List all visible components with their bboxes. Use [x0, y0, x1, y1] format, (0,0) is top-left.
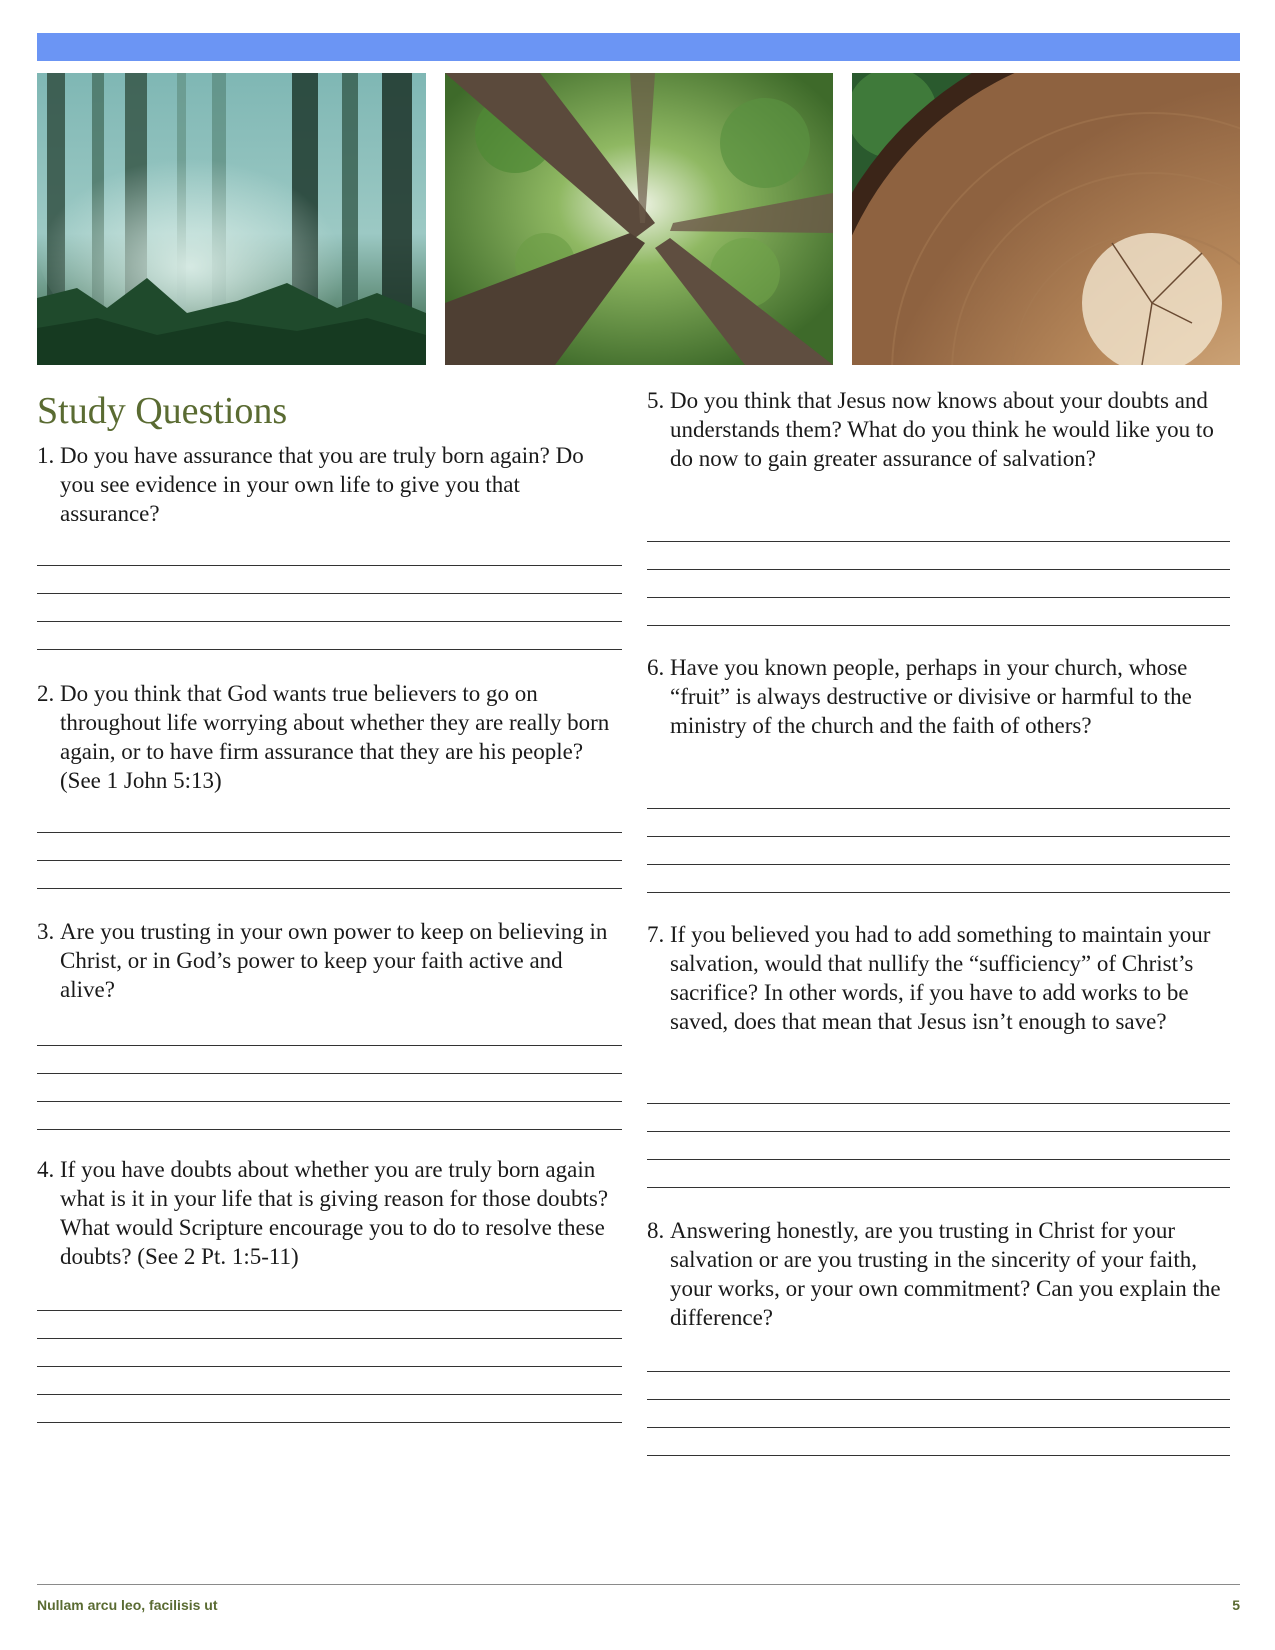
footer-title: Nullam arcu leo, facilisis ut [37, 1597, 218, 1613]
question-text: Do you think that God wants true believers to go on throughout life worrying about whether they are really born again, or to have firm assurance that they are his people? (See 1 John 5:13) [60, 681, 610, 793]
question-text: Answering honestly, are you trusting in Christ for your salvation or are you trusting in the sincerity of your faith, your works, or your own commitment? Can you explain the difference? [670, 1218, 1221, 1330]
question-text: Do you think that Jesus now knows about your doubts and understands them? What do you think he would like you to do now to gain greater assurance of salvation? [670, 388, 1214, 471]
question-text: If you have doubts about whether you are truly born again what is it in your life that is giving reason for those doubts? What would Scripture encourage you to do to resolve these doubts? (See 2 Pt. 1:5-11) [60, 1157, 609, 1269]
question-5 [647, 386, 1232, 473]
stump-photo [852, 73, 1240, 365]
question-7 [647, 920, 1237, 1036]
question-text: Do you have assurance that you are truly born again? Do you see evidence in your own life to give you that assurance? [60, 443, 584, 526]
question-text: Are you trusting in your own power to keep on believing in Christ, or in God’s power to keep your faith active and alive? [60, 919, 608, 1002]
footer-divider [37, 1584, 1240, 1585]
question-2 [37, 679, 622, 795]
question-1 [37, 441, 622, 528]
question-3 [37, 917, 622, 1004]
canopy-photo [445, 73, 833, 365]
question-4 [37, 1155, 622, 1271]
question-8 [647, 1216, 1237, 1332]
question-number: 8. [647, 1218, 665, 1243]
question-number: 2. [37, 681, 55, 706]
question-number: 6. [647, 655, 665, 680]
question-text: Have you known people, perhaps in your church, whose “fruit” is always destructive or divisive or harmful to the ministry of the church and the faith of others? [670, 655, 1192, 738]
page-number: 5 [1232, 1597, 1240, 1613]
question-number: 3. [37, 919, 55, 944]
question-number: 5. [647, 388, 665, 413]
question-number: 7. [647, 922, 665, 947]
forest-photo [37, 73, 426, 365]
question-text: If you believed you had to add something to maintain your salvation, would that nullify the “sufficiency” of Christ’s sacrifice? In other words, if you have to add works to be saved, does that mean that Jesus isn’t enough to save? [670, 922, 1211, 1034]
question-number: 4. [37, 1157, 55, 1182]
header-accent-bar [37, 33, 1240, 61]
question-number: 1. [37, 443, 55, 468]
question-6 [647, 653, 1237, 740]
section-title: Study Questions [37, 390, 288, 432]
